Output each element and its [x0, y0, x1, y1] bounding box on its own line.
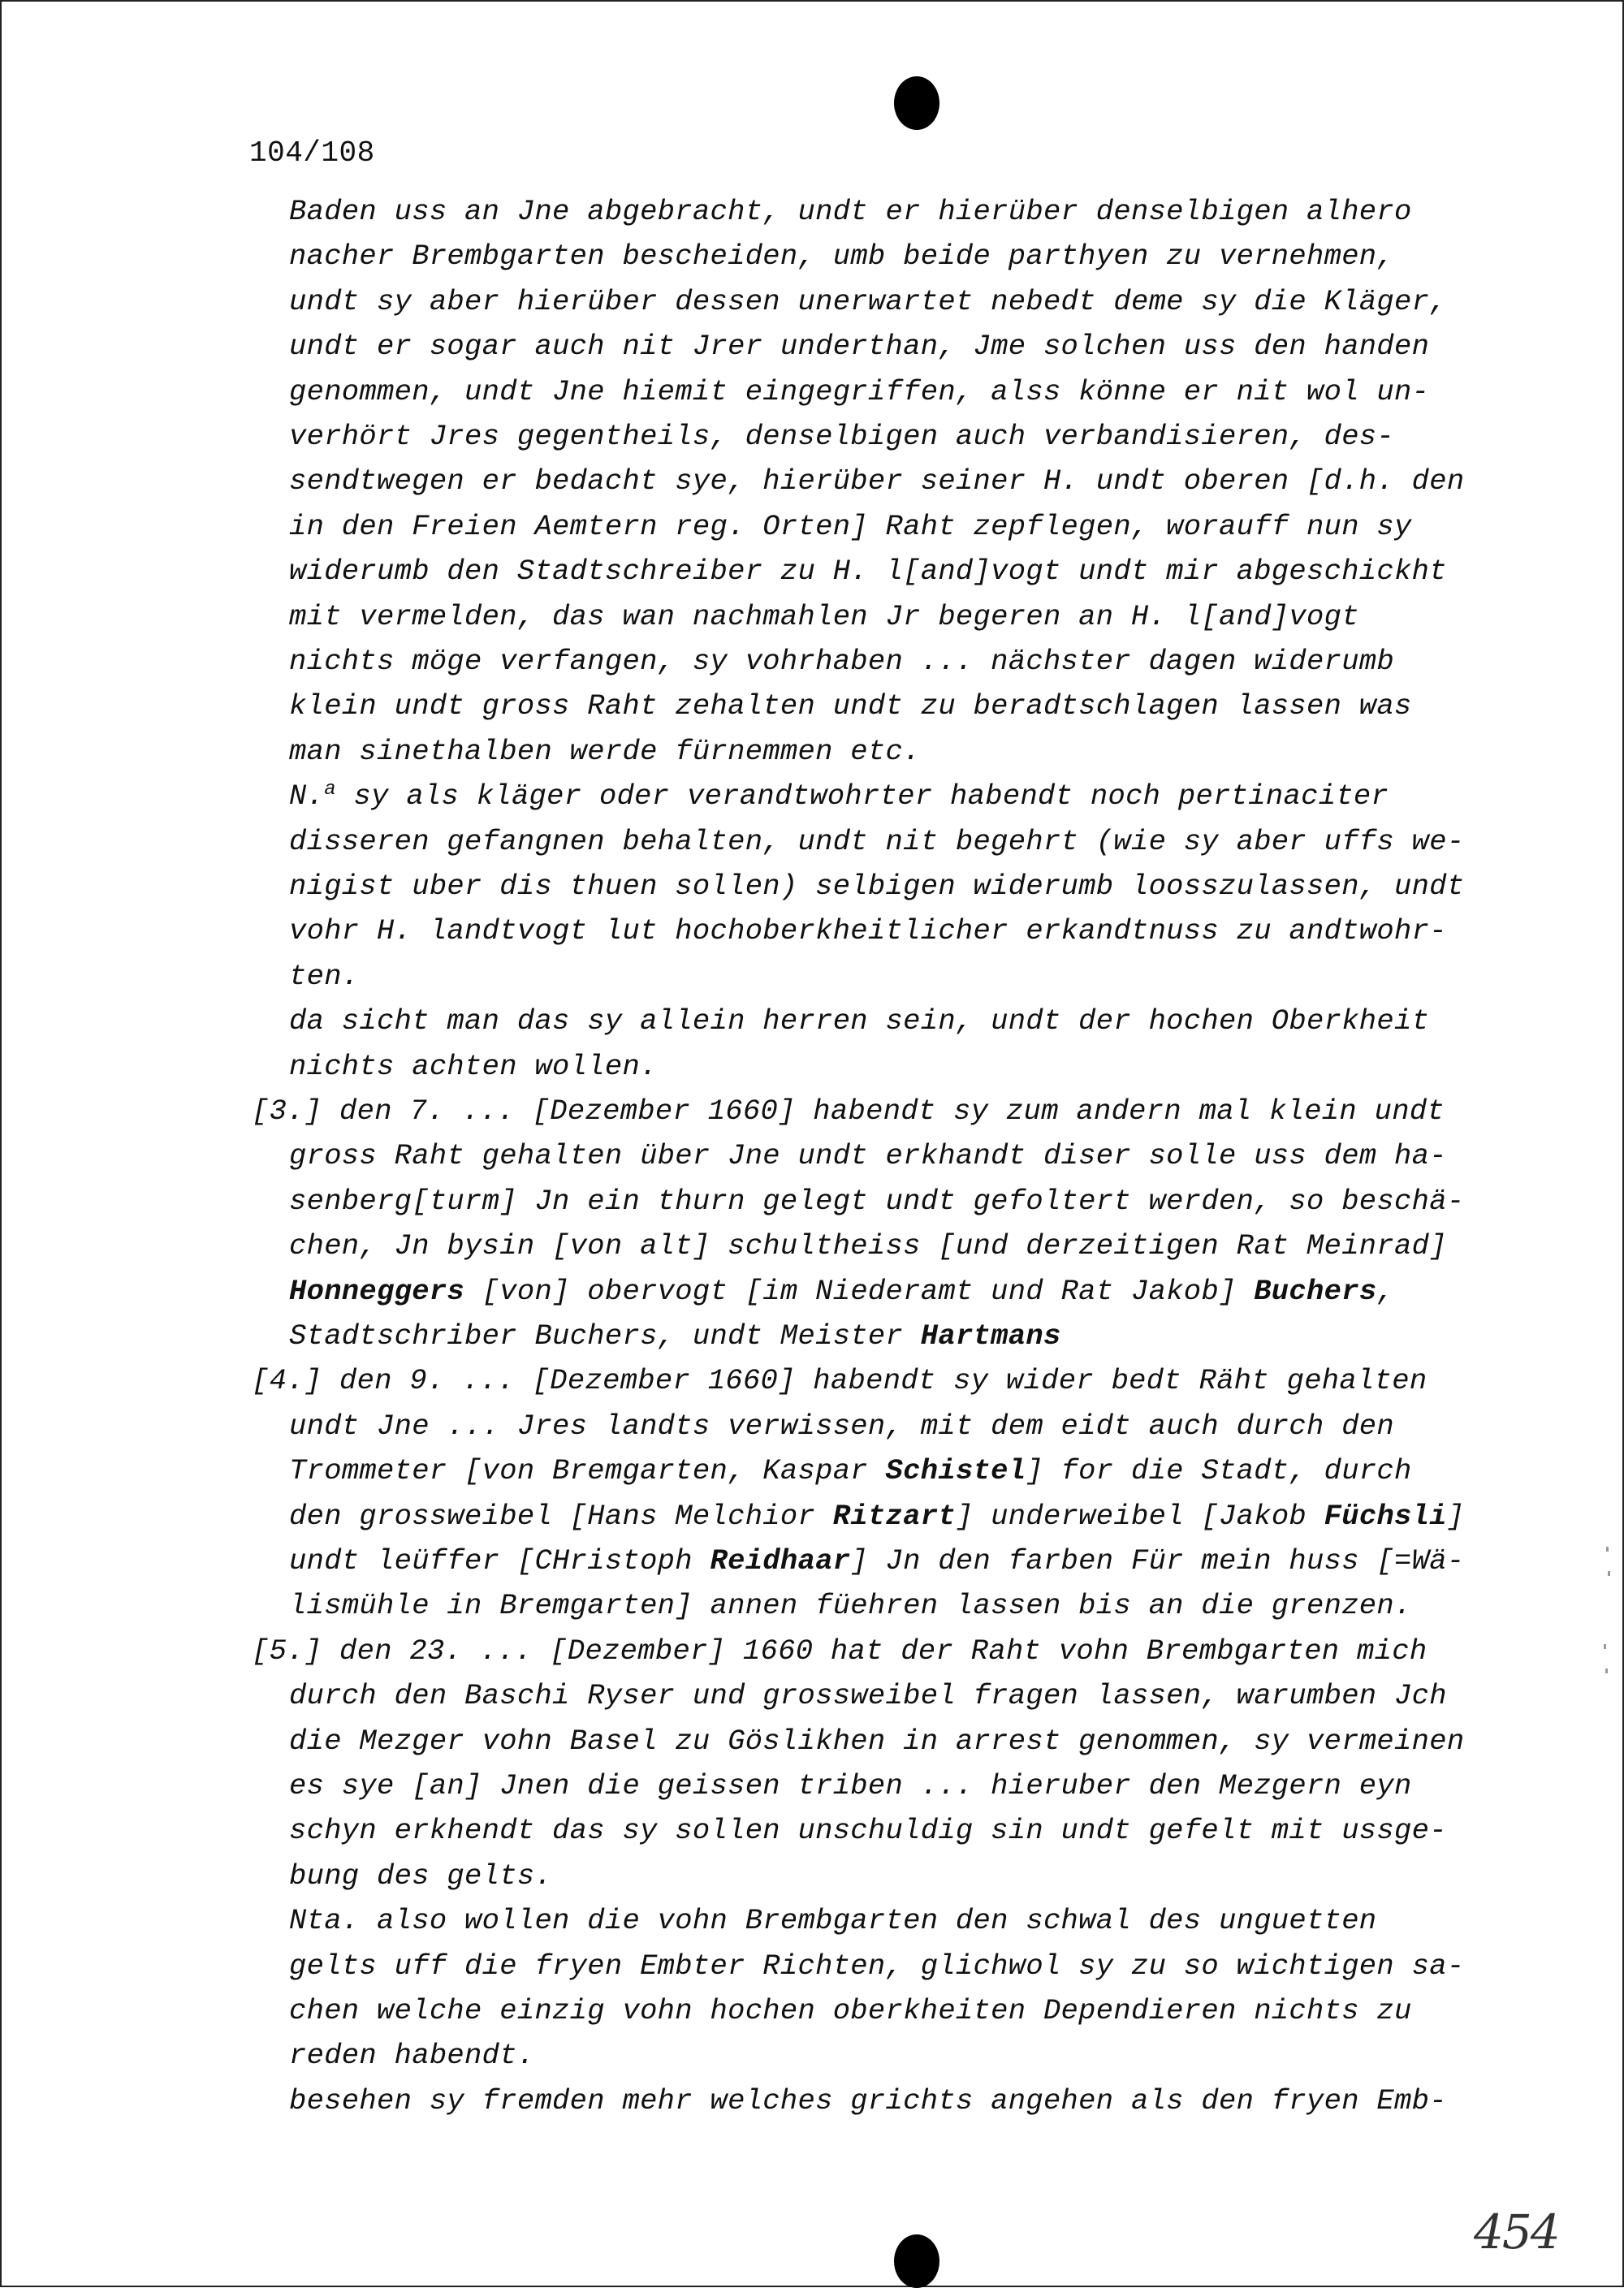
scan-speck: [1606, 1547, 1609, 1552]
text-line: Nta. also wollen die vohn Brembgarten den schwal des unguetten: [289, 1904, 1377, 1937]
text-line: reden habendt.: [289, 2039, 535, 2072]
page-reference: 104/108: [249, 136, 375, 170]
text-line: N.$^a$ sy als kläger oder verandtwohrter habendt noch pertinaciter: [289, 779, 1389, 813]
text-line: bung des gelts.: [289, 1859, 553, 1893]
text-line: [3.] den 7. ... [Dezember 1660] habendt sy zum andern mal klein undt: [252, 1094, 1445, 1128]
text-line: nigist uber dis thuen sollen) selbigen widerumb loosszulassen, undt: [289, 870, 1465, 903]
scan-speck: [1604, 1644, 1606, 1649]
text-line: genommen, undt Jne hiemit eingegriffen, alss könne er nit wol un-: [289, 375, 1430, 408]
text-line: chen, Jn bysin [von alt] schultheiss [und derzeitigen Rat Meinrad]: [289, 1229, 1447, 1263]
text-line: undt sy aber hierüber dessen unerwartet nebedt deme sy die Kläger,: [289, 285, 1447, 318]
text-line: senberg[turm] Jn ein thurn gelegt undt gefoltert werden, so beschä-: [289, 1185, 1465, 1218]
text-line: mit vermelden, das wan nachmahlen Jr begeren an H. l[and]vogt: [289, 600, 1359, 633]
text-line: verhört Jres gegentheils, denselbigen auch verbandisieren, des-: [289, 420, 1395, 453]
text-line: nichts möge verfangen, sy vohrhaben ... nächster dagen widerumb: [289, 645, 1395, 678]
text-line: [4.] den 9. ... [Dezember 1660] habendt sy wider bedt Räht gehalten: [252, 1364, 1427, 1397]
folio-number: 454: [1474, 2204, 1559, 2260]
text-line: den grossweibel [Hans Melchior Ritzart] underweibel [Jakob Füchsli]: [289, 1500, 1465, 1533]
text-line: gross Raht gehalten über Jne undt erkhandt diser solle uss dem ha-: [289, 1139, 1447, 1172]
text-line: Trommeter [von Bremgarten, Kaspar Schistel] for die Stadt, durch: [289, 1454, 1412, 1487]
text-line: da sicht man das sy allein herren sein, undt der hochen Oberkheit: [289, 1004, 1430, 1038]
text-line: in den Freien Aemtern reg. Orten] Raht zepflegen, worauff nun sy: [289, 510, 1412, 543]
text-line: lismühle in Bremgarten] annen füehren lassen bis an die grenzen.: [289, 1589, 1412, 1622]
text-line: es sye [an] Jnen die geissen triben ... hieruber den Mezgern eyn: [289, 1769, 1412, 1802]
text-line: widerumb den Stadtschreiber zu H. l[and]vogt undt mir abgeschickht: [289, 555, 1447, 588]
text-line: Stadtschriber Buchers, undt Meister Hartmans: [289, 1319, 1061, 1353]
text-line: man sinethalben werde fürnemmen etc.: [289, 735, 921, 768]
text-line: undt leüffer [CHristoph Reidhaar] Jn den farben Für mein huss [=Wä-: [289, 1544, 1465, 1578]
punch-hole-bottom: [894, 2234, 939, 2288]
text-line: Baden uss an Jne abgebracht, undt er hierüber denselbigen alhero: [289, 195, 1412, 228]
text-line: vohr H. landtvogt lut hochoberkheitlicher erkandtnuss zu andtwohr-: [289, 914, 1447, 948]
text-line: [5.] den 23. ... [Dezember] 1660 hat der Raht vohn Brembgarten mich: [252, 1634, 1427, 1668]
text-line: chen welche einzig vohn hochen oberkheiten Dependieren nichts zu: [289, 1994, 1412, 2027]
text-line: sendtwegen er bedacht sye, hierüber seiner H. undt oberen [d.h. den: [289, 464, 1465, 498]
scan-speck: [1605, 1669, 1608, 1673]
text-line: schyn erkhendt das sy sollen unschuldig sin undt gefelt mit ussge-: [289, 1814, 1447, 1847]
text-line: die Mezger vohn Basel zu Göslikhen in arrest genommen, sy vermeinen: [289, 1725, 1465, 1758]
text-line: Honneggers [von] obervogt [im Niederamt und Rat Jakob] Buchers,: [289, 1275, 1395, 1308]
text-line: klein undt gross Raht zehalten undt zu beradtschlagen lassen was: [289, 689, 1412, 723]
text-line: ten.: [289, 960, 360, 993]
text-line: undt Jne ... Jres landts verwissen, mit dem eidt auch durch den: [289, 1409, 1395, 1443]
text-line: gelts uff die fryen Embter Richten, glichwol sy zu so wichtigen sa-: [289, 1949, 1465, 1983]
text-line: disseren gefangnen behalten, undt nit begehrt (wie sy aber uffs we-: [289, 825, 1465, 858]
text-line: durch den Baschi Ryser und grossweibel fragen lassen, warumben Jch: [289, 1679, 1447, 1712]
text-line: nacher Brembgarten bescheiden, umb beide parthyen zu vernehmen,: [289, 240, 1395, 273]
scan-speck: [1608, 1571, 1610, 1576]
text-line: besehen sy fremden mehr welches grichts angehen als den fryen Emb-: [289, 2084, 1447, 2117]
text-line: undt er sogar auch nit Jrer underthan, Jme solchen uss den handen: [289, 330, 1430, 363]
punch-hole-top: [894, 76, 939, 130]
text-line: nichts achten wollen.: [289, 1050, 658, 1083]
